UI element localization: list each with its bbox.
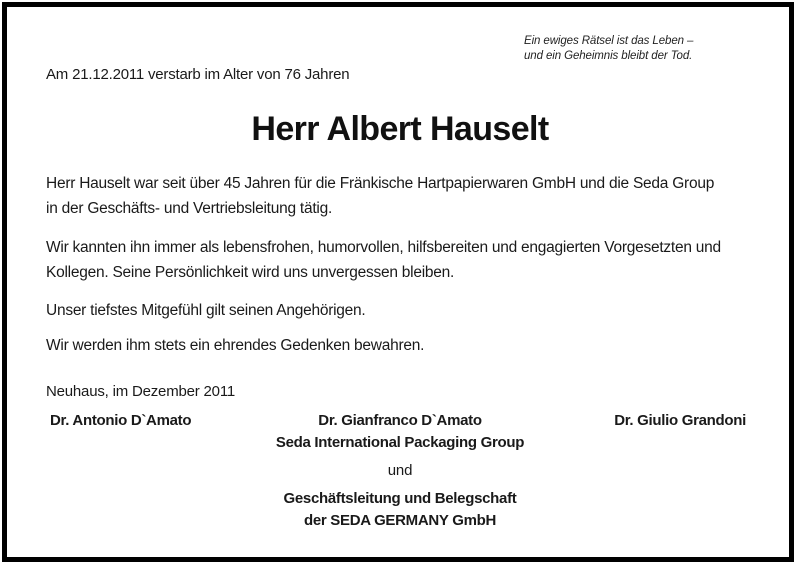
paragraph-tribute-line-1: Wir kannten ihn immer als lebensfrohen, humorvollen, hilfsbereiten und engagierten Vorgesetzten und	[46, 239, 721, 256]
paragraph-tribute-line-2: Kollegen. Seine Persönlichkeit wird uns unvergessen bleiben.	[46, 264, 455, 281]
conjunction-und: und	[387, 462, 413, 479]
signatory-group: Seda International Packaging Group	[275, 434, 525, 451]
epigraph-quote	[524, 34, 744, 64]
signatory-right: Dr. Giulio Grandoni	[614, 412, 746, 429]
paragraph-career-line-2: in der Geschäfts- und Vertriebsleitung tätig.	[46, 200, 332, 217]
paragraph-remembrance-text: Wir werden ihm stets ein ehrendes Gedenken bewahren.	[46, 337, 425, 354]
paragraph-career	[46, 171, 766, 221]
quote-line-1: Ein ewiges Rätsel ist das Leben –	[524, 35, 694, 47]
death-announcement-intro: Am 21.12.2011 verstarb im Alter von 76 Jahren	[46, 66, 350, 83]
paragraph-condolence-text: Unser tiefstes Mitgefühl gilt seinen Angehörigen.	[46, 302, 366, 319]
signatory-left: Dr. Antonio D`Amato	[50, 412, 192, 429]
deceased-name: Herr Albert Hauselt	[251, 110, 549, 148]
quote-line-2: und ein Geheimnis bleibt der Tod.	[524, 50, 693, 62]
signatory-center: Dr. Gianfranco D`Amato	[318, 412, 482, 429]
signatory-staff-block	[0, 488, 800, 532]
signatory-staff-line-2: der SEDA GERMANY GmbH	[303, 512, 497, 529]
paragraph-career-line-1: Herr Hauselt war seit über 45 Jahren für die Fränkische Hartpapierwaren GmbH und die Seda Group	[46, 175, 715, 192]
place-and-date: Neuhaus, im Dezember 2011	[46, 383, 235, 400]
paragraph-condolence	[46, 298, 766, 323]
paragraph-remembrance	[46, 333, 766, 358]
signatory-staff-line-1: Geschäftsleitung und Belegschaft	[283, 490, 517, 507]
paragraph-tribute	[46, 235, 766, 285]
